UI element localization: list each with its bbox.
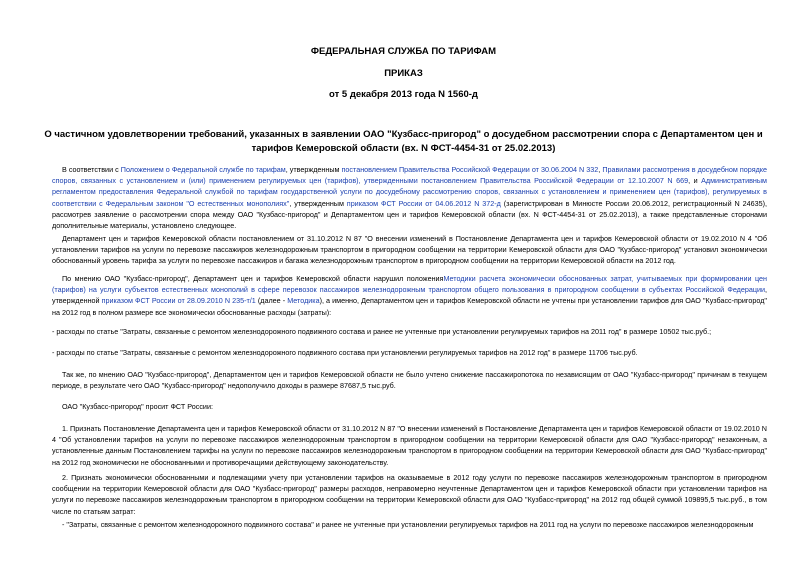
- text-run: ), а именно, Департаментом цен и тарифов Кемеровской области не учтены при установлении тарифов для ОАО "Кузбасс-пригород" на 2012 год в полном размере все экономически обоснованные расходы (затраты):: [52, 296, 767, 317]
- text-run: (зарегистрирован в Минюсте России 20.06.2012, регистрационный N 24635), рассмотрев заявление о рассмотрении спора между ОАО "Кузбасс-пригород" и Департаментом цен и тарифов Кемеровской области (вх. N ФСТ-4454-31 от 25.02.2013), а также представленные сторонами дополнительные материалы, установлено следующее.: [52, 198, 767, 231]
- list-item-repair-costs: - "Затраты, связанные с ремонтом железнодорожного подвижного состава" и ранее не учтенные при установлении регулируемых тарифов на 2011 год на услуги по перевозке пассажиров железнодорожным: [62, 520, 754, 529]
- text-run: , утвержденной: [52, 285, 767, 306]
- list-item-expense-2011: - расходы по статье "Затраты, связанные с ремонтом железнодорожного подвижного состава и ранее не учтенные при установлении регулируемых тарифов на 2011 год" в размере 10502 тыс.руб.;: [52, 327, 712, 336]
- paragraph-department-decree: Департамент цен и тарифов Кемеровской области постановлением от 31.10.2012 N 87 "О внесении изменений в Постановление Департамента цен и тарифов Кемеровской области от 19.02.2010 N 4 "Об установлении тарифов на услуги по перевозке пассажиров железнодорожным транспортом в пригородном сообщении на территории Кемеровской области для ОАО "Кузбасс-пригород" установил экономически обоснованный уровень тарифа за услуги по перевозке пассажиров и багажа железнодорожным транспортом в пригородном сообщении на территории Кемеровской области на 2012 год.: [52, 234, 767, 266]
- request-item-1: 1. Признать Постановление Департамента цен и тарифов Кемеровской области от 31.10.2012 N 87 "О внесении изменений в Постановление Департамента цен и тарифов Кемеровской области от 19.02.2010 N 4 "Об установлении тарифов на услуги по перевозке пассажиров железнодорожным транспортом в пригородном сообщении на территории Кемеровской области для ОАО "Кузбасс-пригород" незаконным, а установленные данным Постановлением тарифы на услуги по перевозке пассажиров железнодорожным транспортом в пригородном сообщении на территории Кемеровской области для ОАО "Кузбасс-пригород" на 2012 год экономически не обоснованными и противоречащими действующему законодательству.: [52, 424, 767, 467]
- paragraph-basis: [52, 164, 767, 231]
- link-government-decree-332[interactable]: постановлением Правительства Российской Федерации от 30.06.2004 N 332: [341, 165, 599, 174]
- text-run: , и: [688, 176, 702, 186]
- date-number-heading: от 5 декабря 2013 года N 1560-д: [329, 89, 478, 100]
- link-fst-order-372d[interactable]: приказом ФСТ России от 04.06.2012 N 372-д: [346, 198, 501, 208]
- text-run: ,: [598, 165, 603, 174]
- link-methodology-short[interactable]: Методика: [287, 296, 320, 306]
- link-fst-regulation[interactable]: Положением о Федеральной службе по тарифам: [120, 165, 286, 174]
- link-dispute-rules-669[interactable]: Правилами рассмотрения в досудебном порядке споров, связанных с установлением и (или) применением регулируемых цен (тарифов), утвержденными постановлением Правительства Российской Федерации от 12.10.2007 N 669: [52, 165, 768, 186]
- link-methodology[interactable]: Методики расчета экономически обоснованных затрат, учитываемых при формировании цен (тарифов) на услуги субъектов естественных монополий в сфере перевозок пассажиров железнодорожным транспортом общего пользования в пригородном сообщении в субъектах Российской Федерации: [52, 274, 767, 295]
- text-run: По мнению ОАО "Кузбасс-пригород", Департамент цен и тарифов Кемеровской области нарушил положения: [62, 274, 444, 283]
- document-title: О частичном удовлетворении требований, указанных в заявлении ОАО "Кузбасс-пригород" о досудебном рассмотрении спора с Департаментом цен и тарифов Кемеровской области (вх. N ФСТ-4454-31 от 25.02.2013): [44, 129, 763, 154]
- paragraph-request-intro: ОАО "Кузбасс-пригород" просит ФСТ России:: [62, 402, 213, 411]
- list-item-expense-2012: - расходы по статье "Затраты, связанные с ремонтом железнодорожного подвижного состава при установлении регулируемых тарифов на 2012 год" в размере 11706 тыс.руб.: [52, 348, 638, 357]
- doc-type-heading: ПРИКАЗ: [384, 68, 423, 79]
- text-run: , утвержденным: [285, 165, 342, 174]
- text-run: В соответствии с: [62, 165, 121, 174]
- agency-heading: ФЕДЕРАЛЬНАЯ СЛУЖБА ПО ТАРИФАМ: [310, 46, 497, 57]
- text-run: , утвержденным: [289, 198, 347, 208]
- request-item-2: 2. Признать экономически обоснованными и подлежащими учету при установлении тарифов на оказываемые в 2012 году услуги по перевозке пассажиров железнодорожным транспортом в пригородном сообщении на территории Кемеровской области для ОАО "Кузбасс-пригород" размеры расходов, неправомерно неучтенные Департаментом цен и тарифов Кемеровской области при установлении тарифов на услуги по перевозке пассажиров железнодорожным транспортом в пригородном сообщении на территории Кемеровской области для ОАО "Кузбасс-пригород" на 2012 год общей суммой 109895,5 тыс.руб., в том числе по статьям затрат:: [52, 473, 767, 516]
- text-run: (далее -: [255, 296, 288, 306]
- link-fst-order-235t1[interactable]: приказом ФСТ России от 28.09.2010 N 235-т/1: [101, 296, 256, 306]
- paragraph-kuzbass-opinion: [52, 273, 767, 318]
- paragraph-passenger-decline: Так же, по мнению ОАО "Кузбасс-пригород", Департаментом цен и тарифов Кемеровской области не было учтено снижение пассажиропотока по независящим от ОАО "Кузбасс-пригород" причинам в текущем периоде, в результате чего ОАО "Кузбасс-пригород" недополучило доходы в размере 87687,5 тыс.руб.: [52, 370, 767, 391]
- link-administrative-regulation[interactable]: Административным регламентом предоставления Федеральной службой по тарифам государственной услуги по досудебному рассмотрению споров, связанных с установлением и применением цен (тарифов), регулируемых в соответствии с Федеральным законом "О естественных монополиях": [52, 176, 767, 208]
